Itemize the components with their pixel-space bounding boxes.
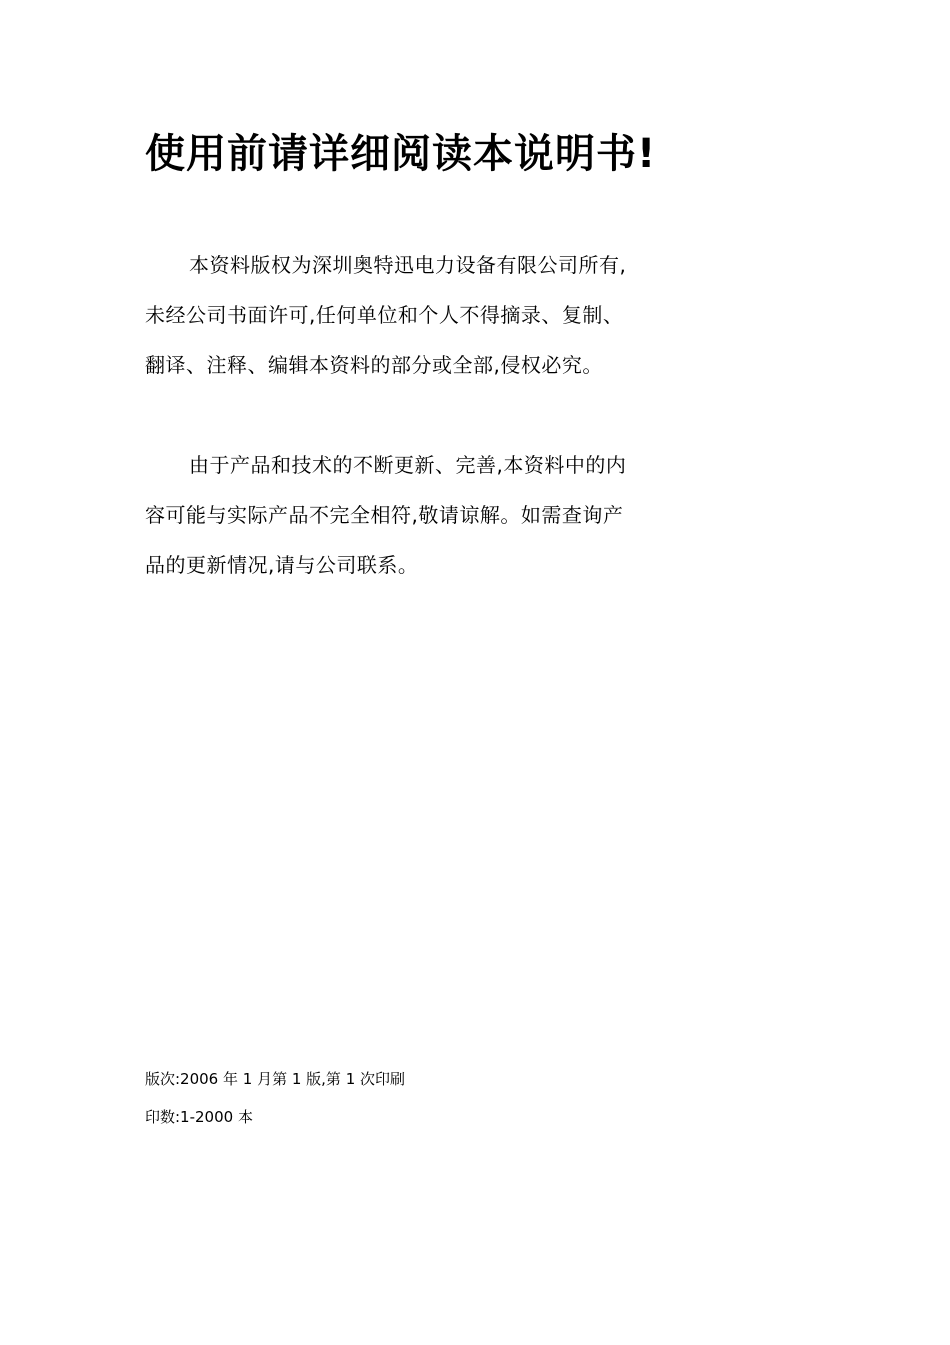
paragraph-line: 本资料版权为深圳奥特迅电力设备有限公司所有, [189,253,627,277]
disclaimer-paragraph [145,440,690,590]
paragraph-line: 品的更新情况,请与公司联系。 [145,553,419,577]
paragraph-line: 翻译、注释、编辑本资料的部分或全部,侵权必究。 [145,353,603,377]
print-count-info: 印数:1-2000 本 [145,1108,253,1126]
paragraph-line: 未经公司书面许可,任何单位和个人不得摘录、复制、 [145,303,624,327]
paragraph-line: 由于产品和技术的不断更新、完善,本资料中的内 [189,453,627,477]
page-title: 使用前请详细阅读本说明书! [145,131,657,177]
paragraph-line: 容可能与实际产品不完全相符,敬请谅解。如需查询产 [145,503,624,527]
copyright-paragraph [145,240,690,390]
edition-info: 版次:2006 年 1 月第 1 版,第 1 次印刷 [145,1070,406,1088]
